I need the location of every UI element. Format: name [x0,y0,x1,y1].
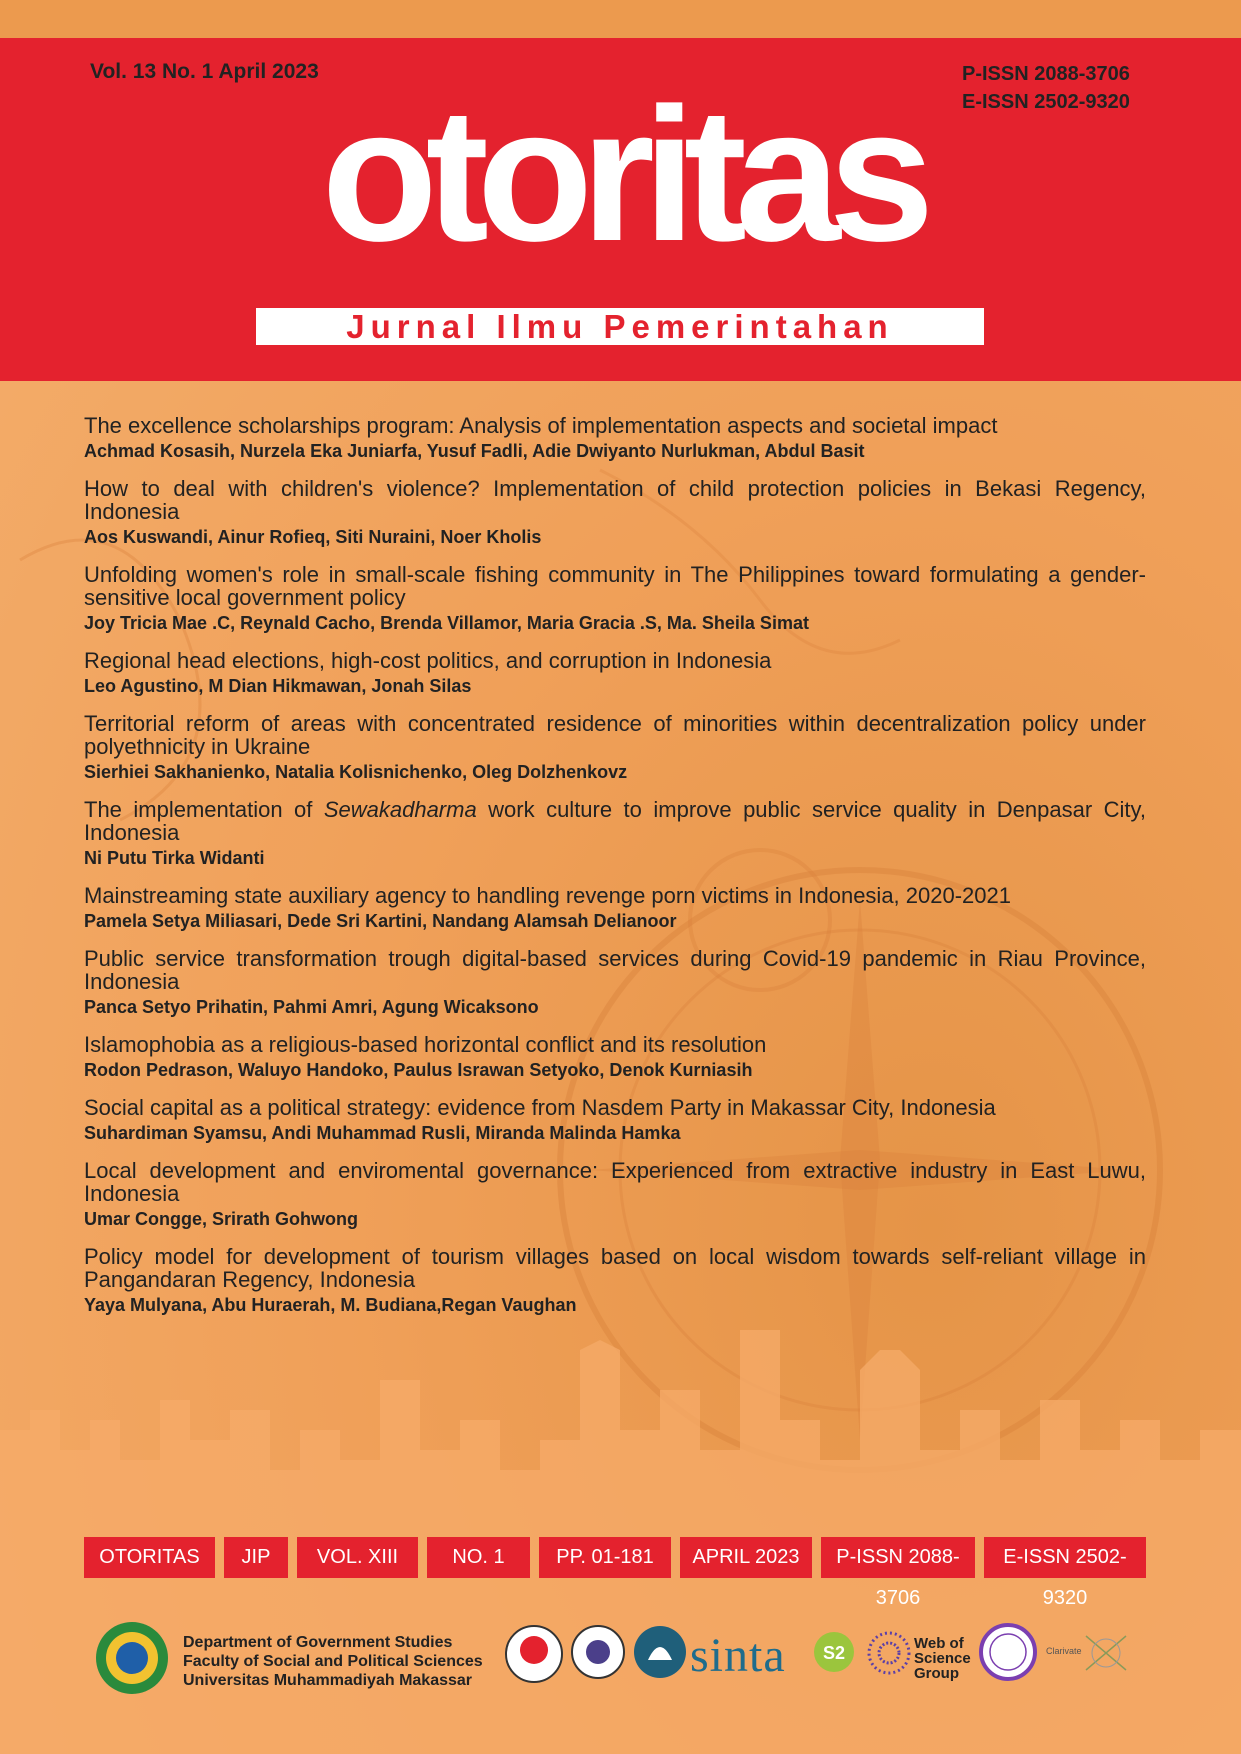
article-title-prefix: The implementation of [84,797,324,822]
article-authors: Ni Putu Tirka Widanti [84,848,265,868]
header-banner [0,38,1241,381]
tag-number: NO. 1 [427,1537,530,1578]
article-authors: Panca Setyo Prihatin, Pahmi Amri, Agung Wicaksono [84,997,539,1017]
web-of-science-icon [866,1630,912,1676]
article-list [84,414,1146,1331]
article-item [84,798,1146,869]
article-title-suffix: work culture to improve public service quality in Denpasar City, Indonesia [84,797,1147,845]
volume-info: Vol. 13 No. 1 April 2023 [90,60,319,83]
article-authors: Leo Agustino, M Dian Hikmawan, Jonah Silas [84,676,472,696]
article-title: Islamophobia as a religious-based horizontal conflict and its resolution [84,1032,767,1057]
s2-badge-icon [812,1630,856,1674]
article-authors: Umar Congge, Srirath Gohwong [84,1209,359,1229]
article-title: Mainstreaming state auxiliary agency to handling revenge porn victims in Indonesia, 2020-2021 [84,883,1011,908]
wos-line1: Web of [914,1635,964,1652]
department-name: Department of Government Studies [183,1634,453,1651]
clarivate-label: Clarivate [1046,1646,1082,1656]
article-item [84,649,1146,697]
clarivate-mark-icon [1076,1626,1138,1680]
article-item [84,563,1146,634]
article-item [84,884,1146,932]
article-item [84,1096,1146,1144]
university-name: Universitas Muhammadiyah Makassar [183,1672,473,1689]
tag-pages: PP. 01-181 [539,1537,671,1578]
sinta-logo: sinta [690,1629,786,1682]
article-authors: Pamela Setya Miliasari, Dede Sri Kartini, Nandang Alamsah Delianoor [84,911,677,931]
s2-badge-label: S2 [822,1643,846,1663]
university-seal-icon [94,1620,170,1696]
faculty-name: Faculty of Social and Political Sciences [183,1653,483,1670]
article-authors: Joy Tricia Mae .C, Reynald Cacho, Brenda Villamor, Maria Gracia .S, Ma. Sheila Simat [84,613,809,633]
tag-date: APRIL 2023 [680,1537,812,1578]
tag-p-issn: P-ISSN 2088-3706 [821,1537,975,1578]
issue-tag-bar [84,1537,1146,1609]
article-item [84,1159,1146,1230]
article-item [84,1033,1146,1081]
journal-title: otoritas [321,69,923,281]
article-authors: Rodon Pedrason, Waluyo Handoko, Paulus Israwan Setyoko, Denok Kurniasih [84,1060,753,1080]
article-item [84,947,1146,1018]
journal-subtitle: Jurnal Ilmu Pemerintahan [256,308,984,345]
wos-line2: Science [914,1650,971,1667]
article-item [84,414,1146,462]
footer [0,1600,1241,1754]
tag-abbrev: JIP [224,1537,288,1578]
article-title: Unfolding women's role in small-scale fishing community in The Philippines toward formulating a gender-sensitive local government policy [84,562,1146,610]
esci-badge-icon [978,1622,1038,1682]
article-item [84,712,1146,783]
article-item [84,477,1146,548]
p-issn: P-ISSN 2088-3706 [962,63,1130,85]
article-authors: Yaya Mulyana, Abu Huraerah, M. Budiana,Regan Vaughan [84,1295,577,1315]
department-block [183,1633,483,1690]
article-title: How to deal with children's violence? Implementation of child protection policies in Bekasi Regency, Indonesia [84,476,1146,524]
tag-volume: VOL. XIII [297,1537,418,1578]
top-strip [0,0,1241,38]
e-issn: E-ISSN 2502-9320 [962,91,1130,113]
article-authors: Aos Kuswandi, Ainur Rofieq, Siti Nuraini, Noer Kholis [84,527,542,547]
article-title: Public service transformation trough digital-based services during Covid-19 pandemic in Riau Province, Indonesia [84,946,1146,994]
article-title [84,798,1146,844]
apspa-logo-icon [504,1624,564,1684]
article-title: Territorial reform of areas with concentrated residence of minorities within decentralization policy under polyethnicity in Ukraine [84,711,1146,759]
tag-e-issn: E-ISSN 2502-9320 [984,1537,1146,1578]
article-title: Social capital as a political strategy: evidence from Nasdem Party in Makassar City, Indonesia [84,1095,996,1120]
article-title: Policy model for development of tourism villages based on local wisdom towards self-reliant village in Pangandaran Regency, Indonesia [84,1244,1146,1292]
article-authors: Suhardiman Syamsu, Andi Muhammad Rusli, Miranda Malinda Hamka [84,1123,681,1143]
association-logo-icon [570,1624,626,1680]
article-title-italic: Sewakadharma [323,797,477,822]
article-title: Regional head elections, high-cost politics, and corruption in Indonesia [84,648,772,673]
indexing-logo-icon [632,1624,688,1680]
article-authors: Achmad Kosasih, Nurzela Eka Juniarfa, Yusuf Fadli, Adie Dwiyanto Nurlukman, Abdul Basit [84,441,865,461]
article-title: Local development and enviromental governance: Experienced from extractive industry in East Luwu, Indonesia [84,1158,1146,1206]
web-of-science-logo [914,1636,971,1681]
tag-journal: OTORITAS [84,1537,215,1578]
article-title: The excellence scholarships program: Analysis of implementation aspects and societal impact [84,413,998,438]
wos-line3: Group [914,1665,959,1682]
article-authors: Sierhiei Sakhanienko, Natalia Kolisnichenko, Oleg Dolzhenkovz [84,762,628,782]
